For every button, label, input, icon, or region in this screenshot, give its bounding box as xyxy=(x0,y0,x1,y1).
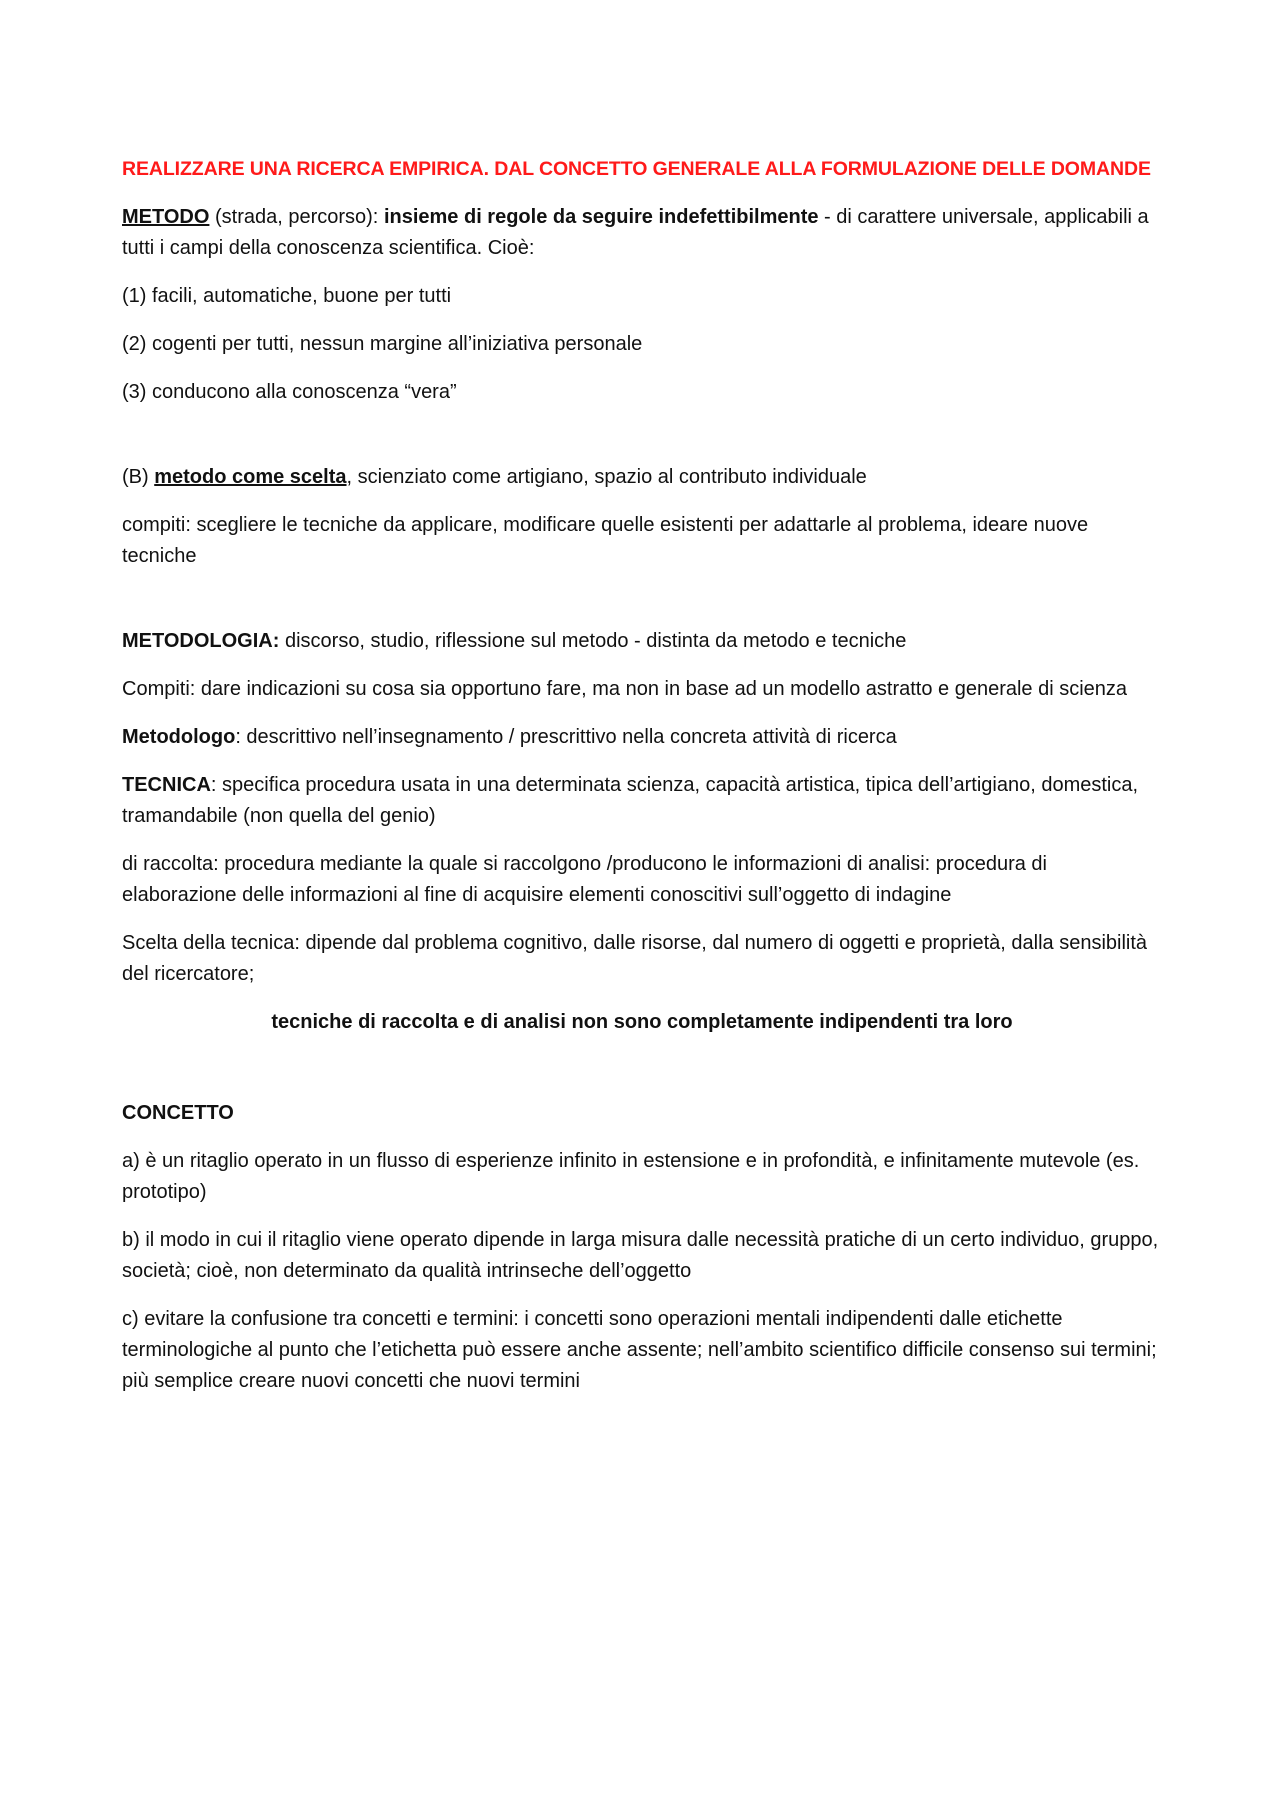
scelta-term: metodo come scelta xyxy=(154,466,347,488)
metodo-item-1: (1) facili, automatiche, buone per tutti xyxy=(122,285,452,307)
metodologia-term: METODOLOGIA: xyxy=(122,630,280,652)
tecnica-term: TECNICA xyxy=(122,774,211,796)
tecnica-scelta: Scelta della tecnica: dipende dal problema cognitivo, dalle risorse, dal numero di oggetti e proprietà, dalla sensibilità del ricercatore; xyxy=(122,932,1148,985)
concetto-item-a: a) è un ritaglio operato in un flusso di esperienze infinito in estensione e in profondità, e infinitamente mutevole (es. prototipo) xyxy=(122,1150,1140,1203)
tecnica-centered-note: tecniche di raccolta e di analisi non sono completamente indipendenti tra loro xyxy=(271,1011,1013,1033)
metodologo-rest: : descrittivo nell’insegnamento / prescrittivo nella concreta attività di ricerca xyxy=(235,726,897,748)
metodologia-compiti: Compiti: dare indicazioni su cosa sia opportuno fare, ma non in base ad un modello astratto e generale di scienza xyxy=(122,678,1128,700)
metodologo-term: Metodologo xyxy=(122,726,236,748)
document-body xyxy=(122,154,1162,1414)
metodo-scelta xyxy=(122,462,1162,493)
metodo-def-bold: insieme di regole da seguire indefettibilmente xyxy=(383,206,819,228)
tecnica-raccolta: di raccolta: procedura mediante la quale si raccolgono /producono le informazioni di analisi: procedura di elaborazione delle informazioni al fine di acquisire elementi conoscitivi sull’oggetto di indagine xyxy=(122,853,1047,906)
metodologia-rest: discorso, studio, riflessione sul metodo - distinta da metodo e tecniche xyxy=(279,630,907,652)
document-title: REALIZZARE UNA RICERCA EMPIRICA. DAL CONCETTO GENERALE ALLA FORMULAZIONE DELLE DOMANDE xyxy=(122,158,1151,180)
concetto-heading: CONCETTO xyxy=(122,1102,234,1124)
concetto-item-c: c) evitare la confusione tra concetti e termini: i concetti sono operazioni mentali indipendenti dalle etichette terminologiche al punto che l’etichetta può essere anche assente; nell’ambito scientifico difficile consenso sui termini; più semplice creare nuovi concetti che nuovi termini xyxy=(122,1308,1157,1392)
metodo-item-3: (3) conducono alla conoscenza “vera” xyxy=(122,381,457,403)
scelta-compiti: compiti: scegliere le tecniche da applicare, modificare quelle esistenti per adattarle al problema, ideare nuove tecniche xyxy=(122,514,1089,567)
concetto-item-b: b) il modo in cui il ritaglio viene operato dipende in larga misura dalle necessità pratiche di un certo individuo, gruppo, società; cioè, non determinato da qualità intrinseche dell’oggetto xyxy=(122,1229,1159,1282)
metodologo-definition xyxy=(122,722,1162,753)
tecnica-definition xyxy=(122,770,1162,832)
metodo-definition xyxy=(122,202,1162,264)
scelta-prefix: (B) xyxy=(122,466,155,488)
tecnica-rest: : specifica procedura usata in una determinata scienza, capacità artistica, tipica dell’artigiano, domestica, tramandabile (non quella del genio) xyxy=(122,774,1139,827)
metodo-item-2: (2) cogenti per tutti, nessun margine all’iniziativa personale xyxy=(122,333,643,355)
scelta-rest: , scienziato come artigiano, spazio al contributo individuale xyxy=(346,466,867,488)
metodo-term: METODO xyxy=(122,206,210,228)
metodo-paren: (strada, percorso): xyxy=(209,206,384,228)
metodo-def-rest: - di carattere universale, applicabili a tutti i campi della conoscenza scientifica. Cioè: xyxy=(122,206,1149,259)
metodologia-definition xyxy=(122,626,1162,657)
